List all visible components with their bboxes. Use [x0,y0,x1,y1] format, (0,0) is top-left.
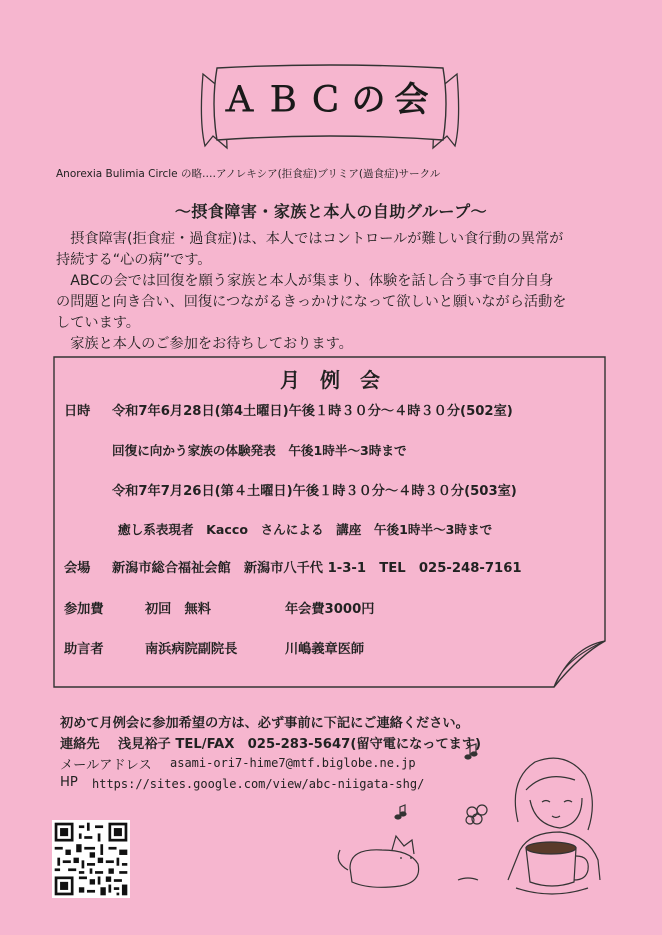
intro-line: 摂食障害(拒食症・過食症)は、本人ではコントロールが難しい食行動の異常が [56,231,564,247]
venue-label: 会場 [64,561,91,576]
coffee-cup-icon [516,842,588,894]
fee-label: 参加費 [64,602,104,617]
page-title: ＡＢＣの会 [222,80,438,120]
music-note-icon [395,805,406,819]
session1-date: 令和7年6月28日(第4土曜日)午後１時３０分〜４時３０分(502室) [112,404,513,419]
qr-code-icon [52,820,130,898]
email-label: メールアドレス [60,758,152,773]
illustration-girl-cat-coffee [330,740,620,900]
music-note-icon [465,744,477,759]
intro-line: ABCの会では回復を願う家族と本人が集まり、体験を話し合う事で自分自身 [56,273,554,289]
venue: 新潟市総合福祉会館 新潟市八千代 1-3-1 TEL 025-248-7161 [112,561,522,576]
intro-line: 持続する“心の病”です。 [56,252,212,268]
cat-icon [338,836,478,887]
advisor-name: 川嶋義章医師 [285,642,365,657]
session1-topic: 回復に向かう家族の体験発表 午後1時半〜3時まで [112,443,407,458]
email-link[interactable]: asami-ori7-hime7@mtf.biglobe.ne.jp [170,756,416,770]
contact-notice: 初めて月例会に参加希望の方は、必ず事前に下記にご連絡ください。 [60,716,469,731]
flower-icon [466,805,487,824]
meeting-title: 月例会 [280,368,400,392]
contact-person: 浅見裕子 TEL/FAX 025-283-5647(留守電になってます) [118,737,482,752]
intro-line: 家族と本人のご参加をお待ちしております。 [56,336,353,352]
session2-topic: 癒し系表現者 Kacco さんによる 講座 午後1時半〜3時まで [118,522,493,537]
date-label: 日時 [64,404,91,419]
advisor-label: 助言者 [64,642,104,657]
intro-line: しています。 [56,315,140,331]
contact-person-label: 連絡先 [60,737,100,752]
abbreviation-note: Anorexia Bulimia Circle の略‥‥アノレキシア(拒食症)ブリミア(過食症)サークル [56,168,441,180]
girl-icon [508,758,600,880]
intro-line: の問題と向き合い、回復につながるきっかけになって欲しいと願いながら活動を [56,294,567,310]
subtitle: 〜摂食障害・家族と本人の自助グループ〜 [174,202,488,221]
hp-link[interactable]: https://sites.google.com/view/abc-niigata-shg/ [92,777,425,791]
fee-annual: 年会費3000円 [285,602,375,617]
fee-first: 初回 無料 [145,602,211,617]
hp-label: HP [60,775,78,790]
advisor-title: 南浜病院副院長 [145,642,238,657]
session2-date: 令和7年7月26日(第４土曜日)午後１時３０分〜４時３０分(503室) [112,484,517,499]
